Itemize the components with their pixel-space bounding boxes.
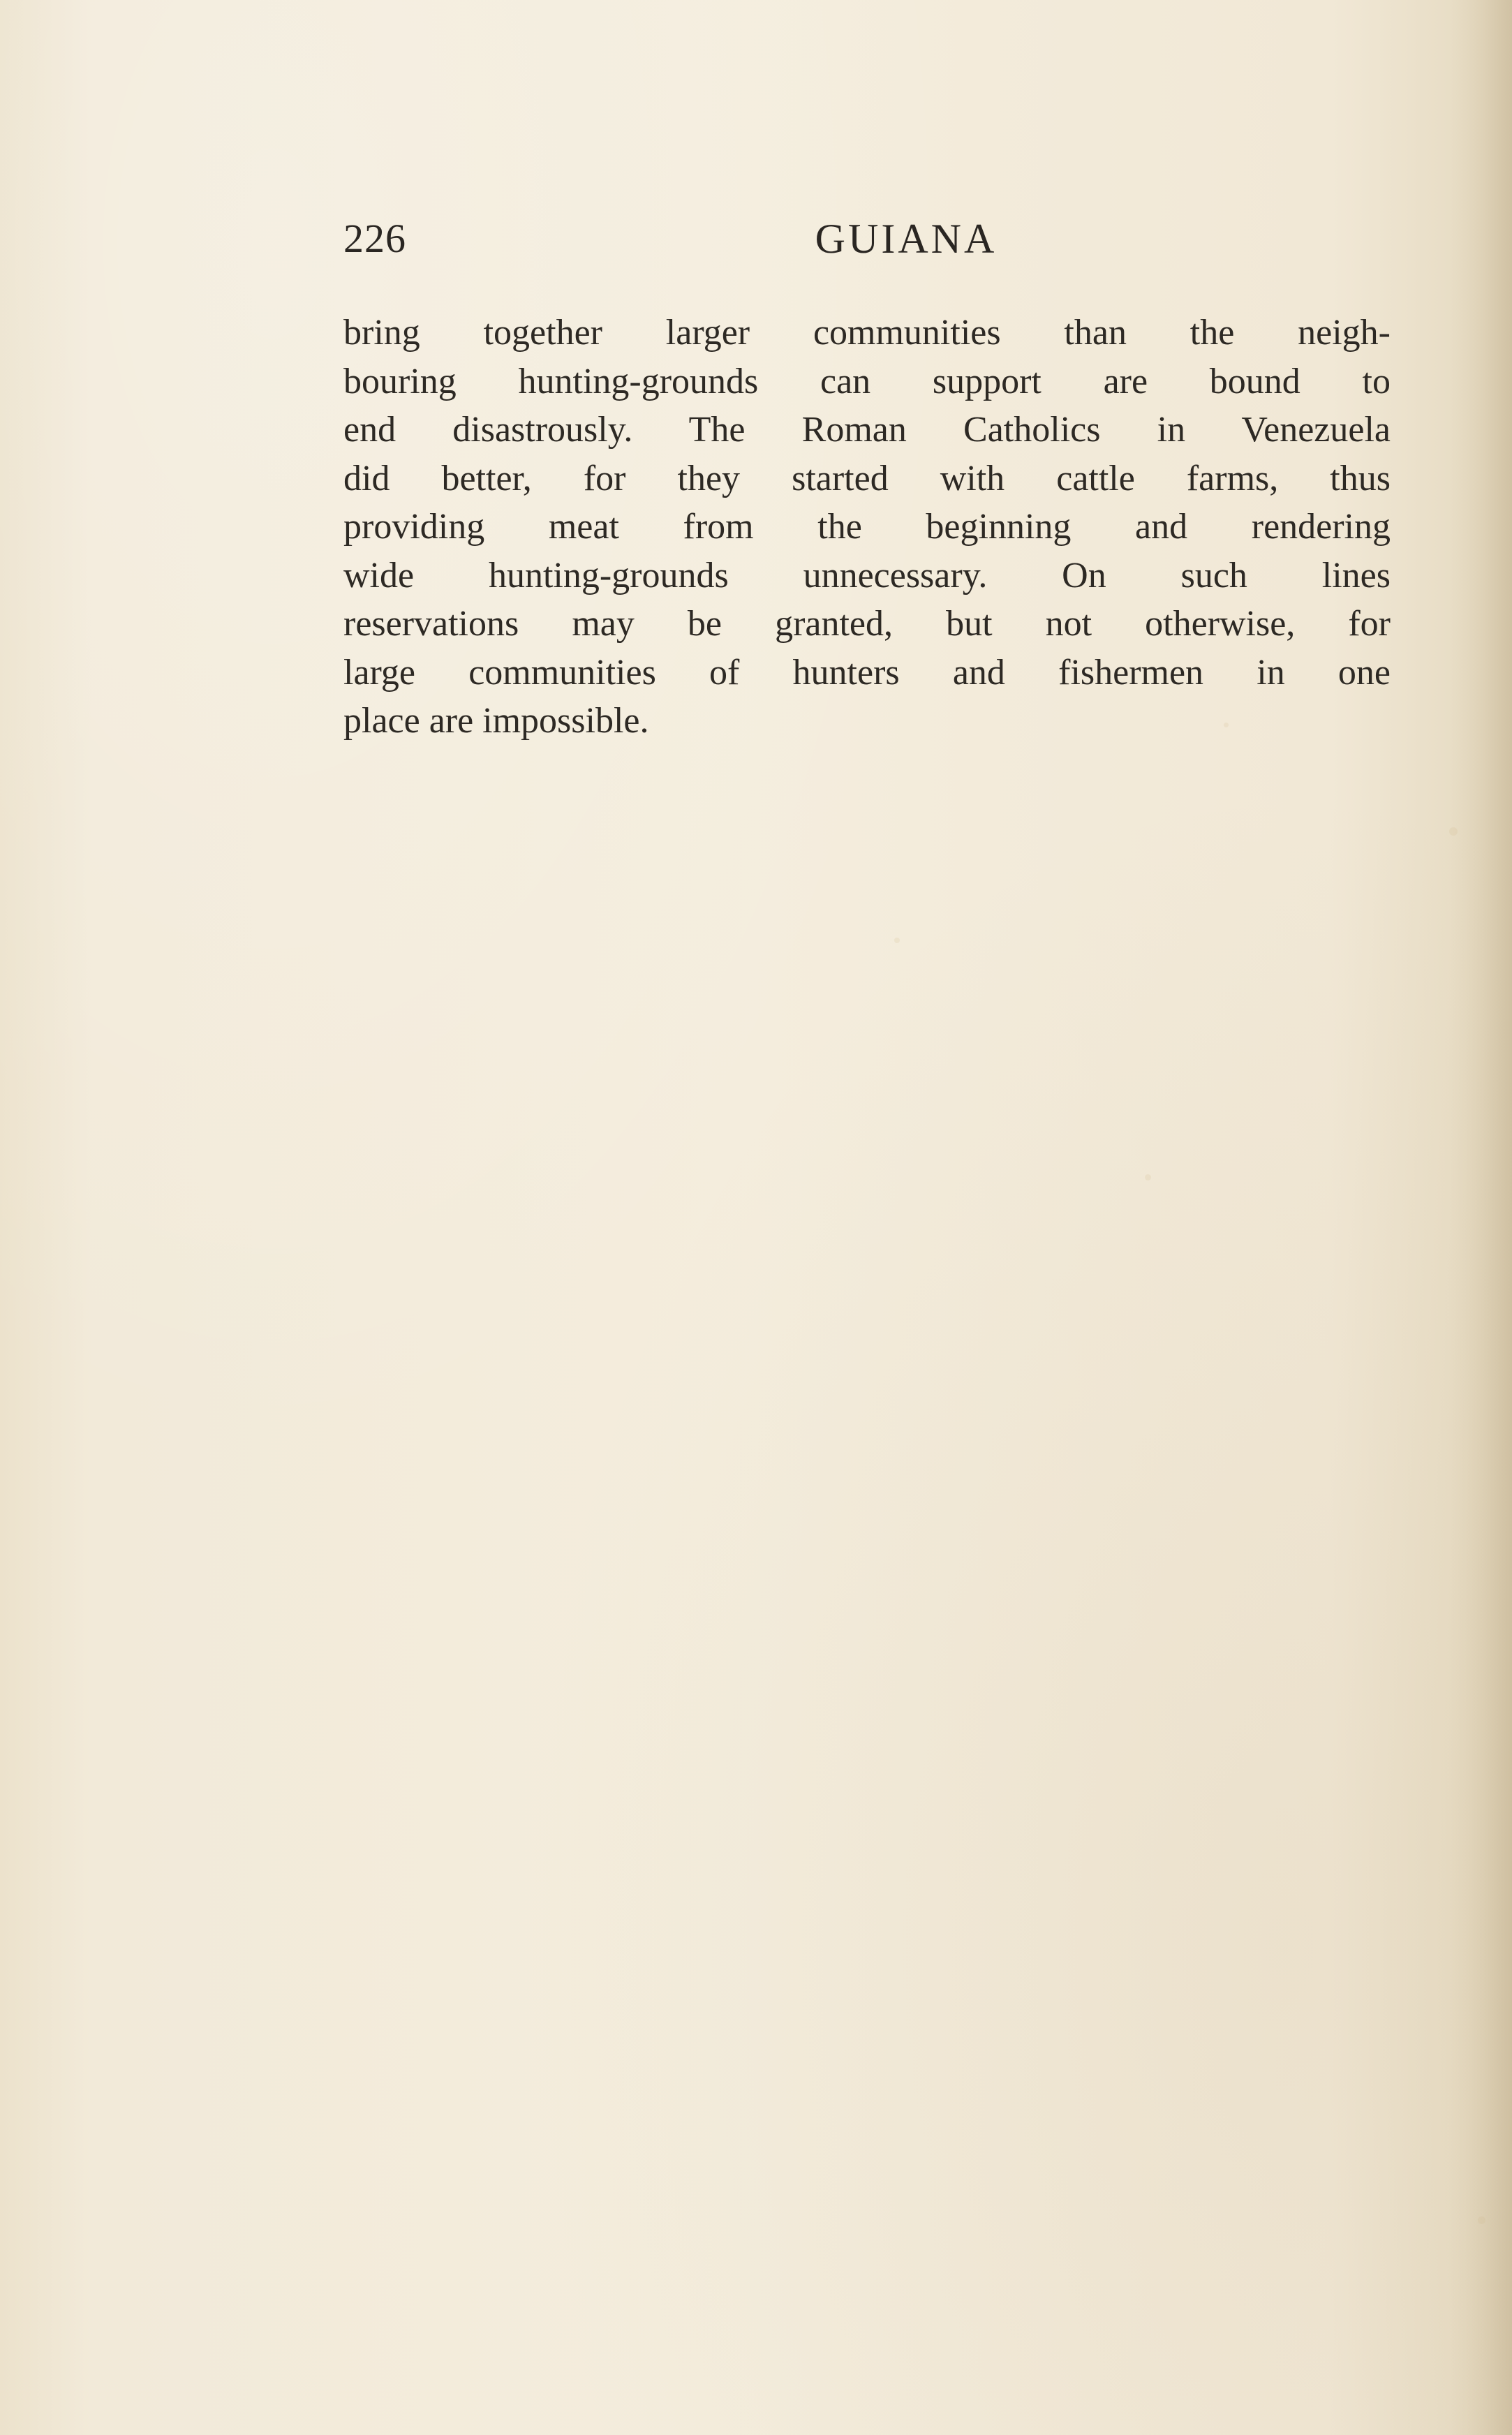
text-line: bring together larger communities than the neigh- bbox=[343, 313, 1391, 353]
text-line: wide hunting-grounds unnecessary. On such lines bbox=[343, 555, 1391, 595]
text-line: large communities of hunters and fishermen in one bbox=[343, 652, 1391, 693]
page-number: 226 bbox=[343, 216, 406, 261]
text-line: reservations may be granted, but not otherwise, for bbox=[343, 604, 1391, 644]
page-header bbox=[343, 211, 1391, 267]
running-head: GUIANA bbox=[815, 216, 998, 262]
body-paragraph bbox=[343, 309, 1391, 746]
text-line: place are impossible. bbox=[343, 701, 649, 741]
paper-spot bbox=[894, 938, 900, 943]
text-line: providing meat from the beginning and rendering bbox=[343, 507, 1391, 547]
page-edge-shadow bbox=[1449, 0, 1512, 2435]
text-line: bouring hunting-grounds can support are bound to bbox=[343, 361, 1391, 401]
paper-spot bbox=[1478, 2216, 1485, 2224]
text-line: did better, for they started with cattle farms, thus bbox=[343, 458, 1391, 498]
paper-spot bbox=[1449, 827, 1458, 836]
paper-spot bbox=[1145, 1174, 1151, 1181]
text-line: end disastrously. The Roman Catholics in Venezuela bbox=[343, 410, 1391, 450]
